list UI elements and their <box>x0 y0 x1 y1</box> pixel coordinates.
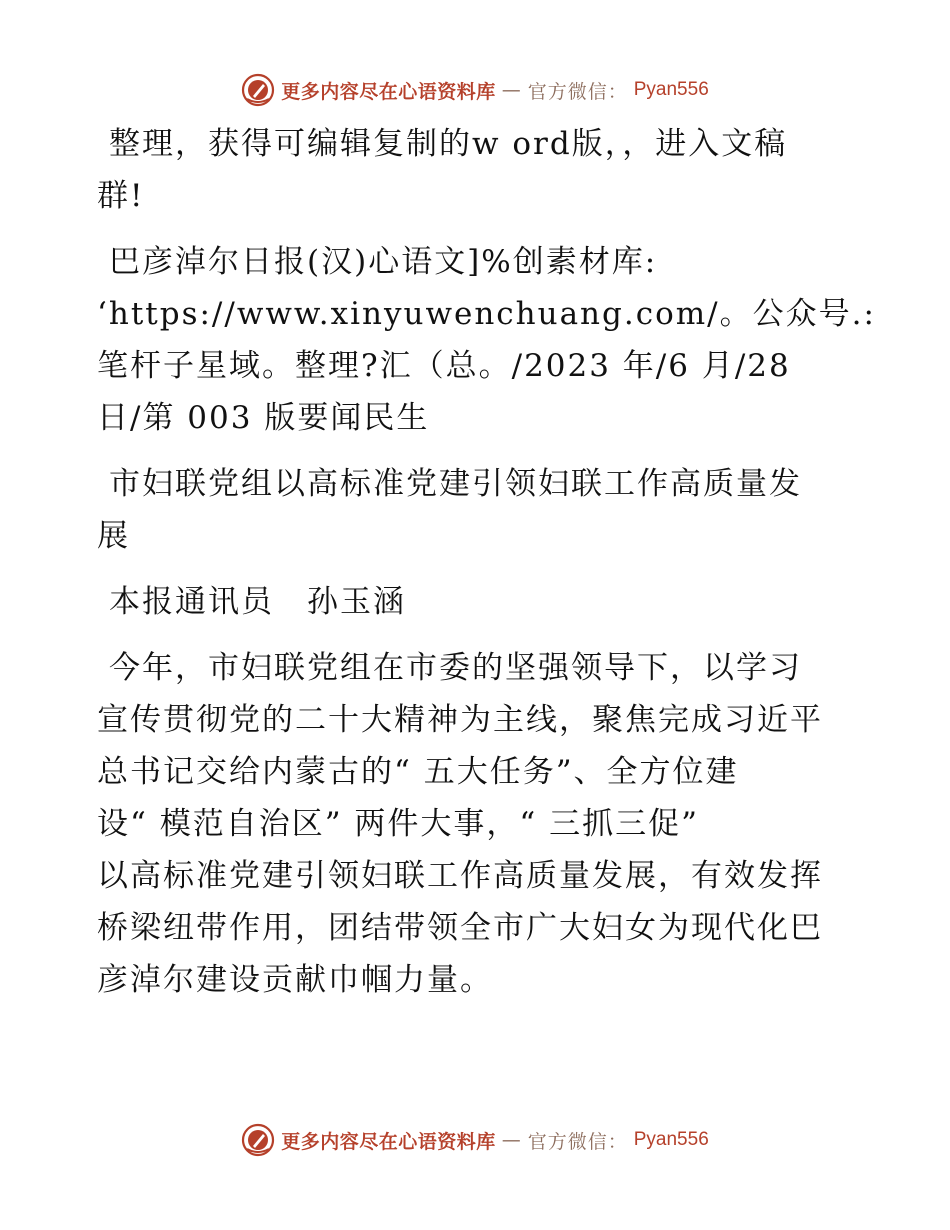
header-banner <box>0 70 950 110</box>
article-body-paragraph <box>97 642 857 1006</box>
footer-banner <box>0 1120 950 1160</box>
text-line: 设“ 模范自治区” 两件大事，“ 三抓三促” <box>97 806 699 842</box>
text-line: 今年，市妇联党组在市委的坚强领导下，以学习 <box>109 650 802 686</box>
text-line: 彦淖尔建设贡献巾帼力量。 <box>97 962 493 998</box>
banner-main-text: 更多内容尽在心语资料库 <box>281 80 496 103</box>
article-title <box>97 458 857 562</box>
document-body <box>97 118 876 1020</box>
banner-dash: — <box>501 1129 522 1151</box>
banner-sub-text: 官方微信： <box>527 80 628 103</box>
banner-main-text: 更多内容尽在心语资料库 <box>281 1130 496 1153</box>
banner-wechat-id: Pyan556 <box>633 79 709 100</box>
text-line: 日/第 003 版要闻民生 <box>97 400 430 436</box>
text-line: 整理，获得可编辑复制的w ord版，，进入文稿 <box>109 126 788 162</box>
text-line: 本报通讯员 孙玉涵 <box>109 584 406 620</box>
text-line: 宣传贯彻党的二十大精神为主线，聚焦完成习近平 <box>97 702 823 738</box>
article-byline <box>97 576 857 628</box>
text-line: 以高标准党建引领妇联工作高质量发展，有效发挥 <box>97 858 823 894</box>
banner-wechat-id: Pyan556 <box>633 1129 709 1150</box>
banner-dash: — <box>501 79 522 101</box>
text-line: 巴彦淖尔日报(汉)心语文]%创素材库: <box>109 244 658 280</box>
text-line: 笔杆子星域。整理?汇（总。/2023 年/6 月/28 <box>97 348 791 384</box>
paragraph-intro <box>97 118 857 222</box>
text-line: 展 <box>97 518 130 554</box>
banner-sub-text: 官方微信： <box>527 1130 628 1153</box>
paragraph-source <box>97 236 876 444</box>
text-line: 市妇联党组以高标准党建引领妇联工作高质量发 <box>109 466 802 502</box>
text-line: 桥梁纽带作用，团结带领全市广大妇女为现代化巴 <box>97 910 823 946</box>
pen-nib-logo-icon <box>241 73 275 107</box>
text-line: 群! <box>97 178 145 214</box>
text-line: ‘https://www.xinyuwenchuang.com/。公众号.: <box>97 296 876 332</box>
text-line: 总书记交给内蒙古的“ 五大任务”、全方位建 <box>97 754 739 790</box>
pen-nib-logo-icon <box>241 1123 275 1157</box>
